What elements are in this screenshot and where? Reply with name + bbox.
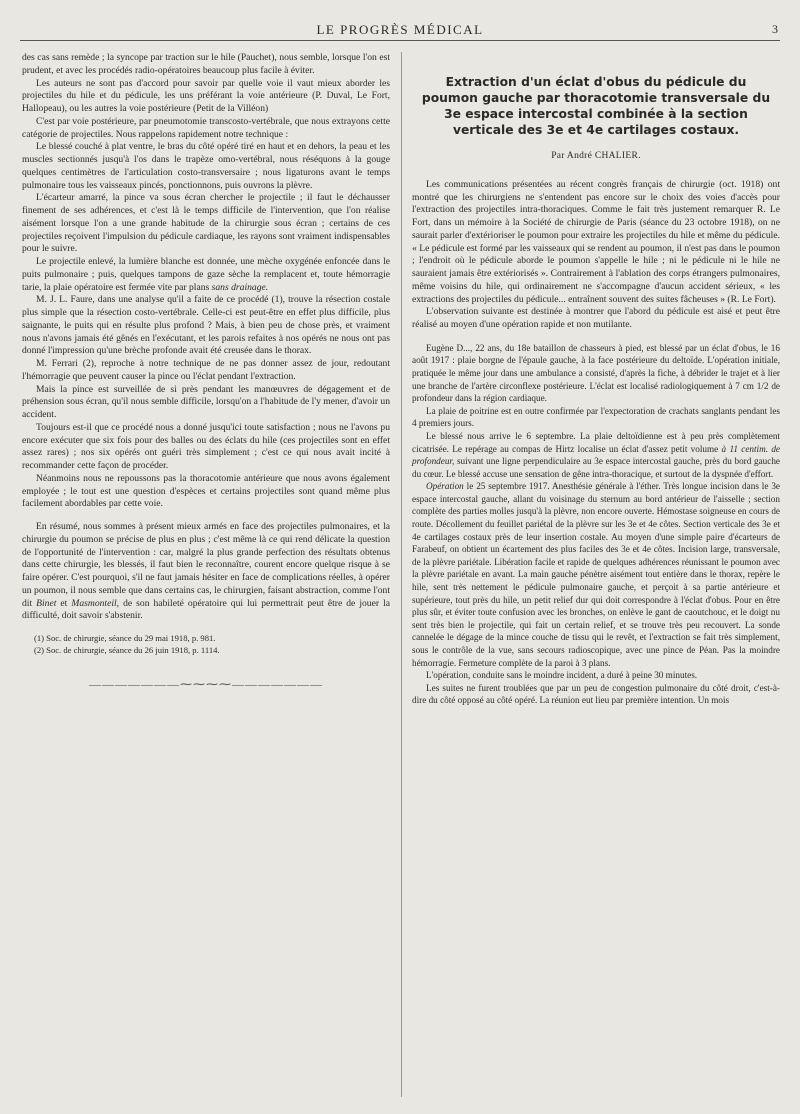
- left-paragraph: Toujours est-il que ce procédé nous a donné jusqu'ici toute satisfaction ; nous ne l'avons pu encore exécuter que six fois pour des balles ou des éclats du hile (ces projectiles sont en effet assez rares) ; nos six opérés ont guéri très simplement ; c'est ce qui nous avait incité à recommander cette façon de procéder.: [22, 421, 390, 471]
- left-paragraph: M. J. L. Faure, dans une analyse qu'il a faite de ce procédé (1), trouve la résection costale plus simple que la résection costo-vertébrale. Celle-ci est peut-être en effet plus difficile, plus saignante, le puits qui en résulte plus profond ? Mais, à bien peu de chose près, et vraiment nous n'avons jamais été gênés en l'exécutant, et les parois refaites à nos opérés ne nous ont pas donné l'impression qu'une brèche profonde avait été creusée dans le thorax.: [22, 294, 390, 357]
- page-header: [20, 18, 780, 41]
- left-paragraph: Néanmoins nous ne repoussons pas la thoracotomie antérieure que nous avons également employée ; le tout est une question d'espèces et certains projectiles sont quand même plus facilement abordables par cette voie.: [22, 472, 390, 510]
- right-paragraph: L'opération, conduite sans le moindre incident, a duré à peine 30 minutes.: [426, 670, 698, 681]
- right-paragraph: Le blessé nous arrive le 6 septembre. La plaie deltoïdienne est à peu près complètement cicatrisée. Le repérage au compas de Hirtz localise un éclat d'assez petit volume à 11 centim. de profondeur, suivant une ligne perpendiculaire au 3e espace intercostal gauche, près du bord gauche du cœur. Le blessé accuse une sensation de gêne intra-thoracique, et surtout de la dyspnée d'effort.: [412, 430, 780, 479]
- right-column: [412, 52, 780, 707]
- left-paragraph: L'écarteur amarré, la pince va sous écran chercher le projectile ; il faut le déchausser finement de ses adhérences, et c'est là le temps difficile de l'intervention, que l'on réalise aisément lorsque l'on a une grande habitude de la chirurgie sous écran ; certains de ces projectiles reçoivent l'impulsion du pédicule cardiaque, les rayons sont vraiment indispensables pour le suivre.: [22, 192, 390, 255]
- left-paragraph: des cas sans remède ; la syncope par traction sur le hile (Pauchet), nous semble, lorsque l'on est prudent, et avec les procédés radio-opératoires beaucoup plus facile à éviter.: [22, 52, 390, 76]
- left-paragraph: En résumé, nous sommes à présent mieux armés en face des projectiles pulmonaires, et la chirurgie du poumon se précise de plus en plus ; c'est même là ce qui rend délicate la question de l'opportunité de l'intervention : car, malgré la plus grande perfection des résultats obtenus dans cette chirurgie, les blessés, il faut bien le reconnaître, courent encore quelque risque à se faire opérer. C'est pourquoi, s'il ne faut jamais hésiter en face de complications réelles, à opérer un poumon, il nous semble que dans certains cas, le chirurgien, faisant abstraction, comme l'ont dit Binet et Masmonteil, de son habileté opératoire qui lui permettrait peut être de jouer la difficulté, doit savoir s'abstenir.: [22, 521, 390, 622]
- article-title: Extraction d'un éclat d'obus du pédicule du poumon gauche par thoracotomie transversale du 3e espace intercostal combinée à la section verticale des 3e et 4e cartilages costaux.: [421, 75, 771, 137]
- footnotes: [22, 633, 390, 656]
- right-paragraph: L'observation suivante est destinée à montrer que l'abord du pédicule est aisé et peut être réalisé au moyen d'une opération rapide et non mutilante.: [412, 306, 780, 330]
- right-paragraph: Eugène D..., 22 ans, du 18e bataillon de chasseurs à pied, est blessé par un éclat d'obus, le 16 août 1917 : plaie borgne de l'épaule gauche, à la face postérieure du deltoïde. L'opération initiale, pratiquée le même jour dans une ambulance a consisté, d'après la fiche, à débrider le trajet et à lier une branche de l'artère circonflexe postérieure. L'éclat est localisé radiologiquement à 7 cm 1/2 de profondeur dans la région cardiaque.: [412, 342, 780, 404]
- article-author: Par André CHALIER.: [551, 151, 641, 161]
- left-paragraph: C'est par voie postérieure, par pneumotomie transcosto-vertébrale, que nous extrayons cette catégorie de projectiles. Nous rappelons rapidement notre technique :: [22, 115, 390, 140]
- left-paragraph: Le projectile enlevé, la lumière blanche est donnée, une mèche oxygénée enfoncée dans le puits pulmonaire ; puis, quelques tampons de gaze sèche la remplacent et, toute hémorragie tarie, la plaie opératoire est fermée vite par plans sans drainage.: [22, 256, 390, 293]
- right-paragraph: La plaie de poitrine est en outre confirmée par l'expectoration de crachats sanglants pendant les 4 premiers jours.: [412, 405, 780, 429]
- right-paragraph: Les communications présentées au récent congrès français de chirurgie (oct. 1918) ont montré que les chirurgiens ne s'entendent pas encore sur le choix des voies d'accès pour l'extraction des projectiles intra-thoraciques. Comme le fait très justement remarquer R. Le Fort, dans un mémoire à la Société de chirurgie de Paris (séance du 23 octobre 1918), on ne saurait parler d'extérioriser le poumon pour extraire les projectiles du hile et même du pédicule. « Le pédicule est formé par les vaisseaux qui se rendent au poumon, il n'est pas dans le poumon ; l'endroit où le pédicule aborde le poumon s'appelle le hile ; ni le pédicule ni le hile ne sauraient jamais être extériorisés ». Contrairement à l'ablation des corps étrangers pulmonaires, même voisins du hile, qui ordinairement ne s'accompagne d'aucun accident sérieux, « les extractions des projectiles du pédicule... entraînent souvent des suites fâcheuses » (R. Le Fort).: [412, 178, 780, 305]
- left-paragraph: Les auteurs ne sont pas d'accord pour savoir par quelle voie il vaut mieux aborder les projectiles du hile et du pédicule, les uns préférant la voie antérieure (P. Duval, Le Fort, Hallopeau), ou les autres la voie postérieure (Petit de la Villéon): [22, 77, 390, 114]
- journal-title: LE PROGRÈS MÉDICAL: [316, 22, 484, 37]
- footnote: (2) Soc. de chirurgie, séance du 26 juin 1918, p. 1114.: [34, 644, 220, 655]
- footnote: (1) Soc. de chirurgie, séance du 29 mai 1918, p. 981.: [34, 633, 216, 643]
- left-paragraph: Mais la pince est surveillée de si près pendant les manœuvres de dégagement et de préhension sous écran, qu'il nous semble difficile, lorsqu'on a l'habitude de l'y mener, d'avoir un accident.: [22, 383, 390, 420]
- left-paragraph: M. Ferrari (2), reproche à notre technique de ne pas donner assez de jour, redoutant l'hémorragie que peuvent causer la pince ou l'éclat pendant l'extraction.: [22, 358, 390, 382]
- left-paragraph: Le blessé couché à plat ventre, le bras du côté opéré tiré en haut et en dehors, la peau et les muscles sectionnés jusqu'à l'os dans le trapèze omo-vertébral, nous réséquons à la gouge quelques centimètres de l'articulation costo-transversaire ; nous ligaturons avant le temps pulmonaire tous les vaisseaux pincés, ponctionnons, puis ouvrons la plèvre.: [22, 141, 390, 191]
- ornament-divider: ———————⁓⁓⁓⁓———————: [89, 677, 323, 691]
- right-paragraph: Opération le 25 septembre 1917. Anesthésie générale à l'éther. Très longue incision dans le 3e espace intercostal gauche, allant du voisinage du sternum au bord antérieur de l'aisselle ; section complète des parties molles jusqu'à la plèvre, non encore ouverte. Hémostase soigneuse en cours de route. Décollement du feuillet pariétal de la plèvre sur les 3e et 4e côtes. Section verticale des 3e et 4e cartilages costaux près de leur insertion costale. Au moyen d'une simple paire d'écarteurs de Farabeuf, on obtient un écartement des plus faciles des 3e et 4e côtes. Incision large, transversale, de la plèvre pariétale. Libération facile et rapide de quelques adhérences réunissant le poumon avec la plèvre pariétale en avant. La main gauche pénètre aisément tout entière dans le thorax, repère le hile, sent très nettement le pédicule pulmonaire gauche, et perçoit à sa partie antérieure et supérieure, tout près du hile, un petit relief dur qui doit correspondre à l'éclat d'obus. Pour en être plus sûr, et éviter toute confusion avec les bronches, on enlève le gant de caoutchouc, et le doigt nu sent très bien le projectile, qui fait un certain relief, et se trouve très peu recouvert. La sonde cannelée le dégage de la mince couche de tissu qui le revêt, et l'extraction se fait très simplement, sous le contrôle de la vue, sans secours radioscopique, avec une pince de Péan. Pas la moindre hémorragie. Fermeture complète de la paroi à 3 plans.: [412, 481, 780, 668]
- column-divider: [401, 52, 402, 1097]
- right-paragraph: Les suites ne furent troublées que par un peu de congestion pulmonaire du côté droit, c'est-à-dire du côté opposé au côté opéré. La réunion eut lieu par première intention. Un mois: [412, 682, 780, 706]
- page-number: 3: [772, 22, 778, 36]
- left-column: [22, 52, 390, 691]
